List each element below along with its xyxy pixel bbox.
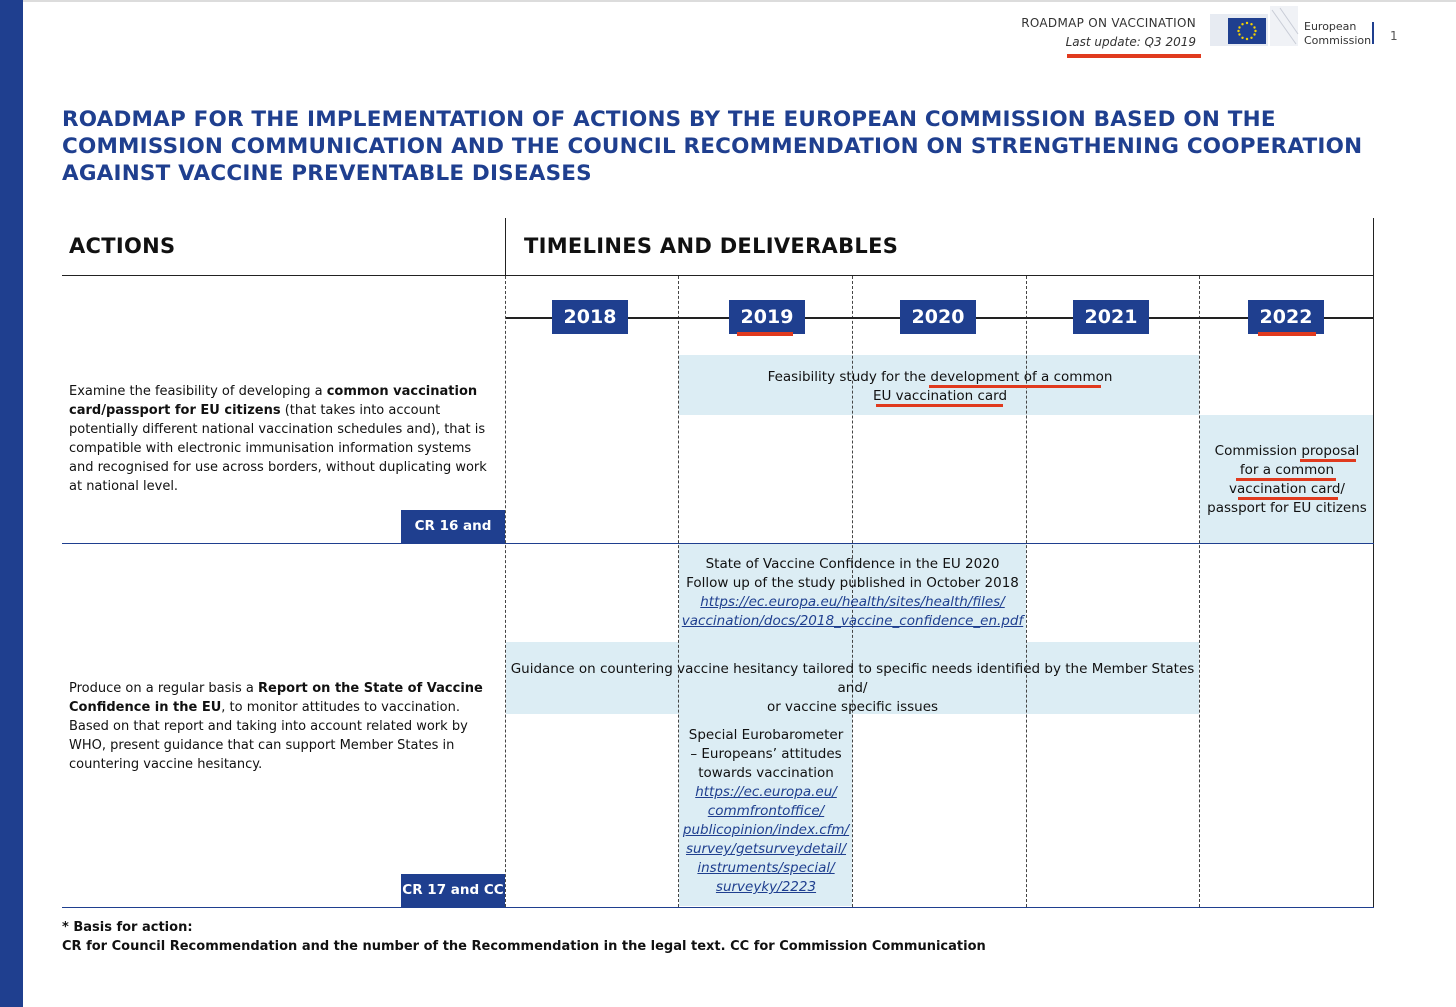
year-2019: 2019	[729, 300, 805, 334]
eurobarometer-link-3[interactable]: publicopinion/index.cfm/	[682, 822, 850, 838]
commission-name-line2: Commission	[1304, 34, 1372, 47]
actions-column-header: ACTIONS	[69, 234, 176, 258]
confidence-line-2: Follow up of the study published in October 2018	[686, 575, 1019, 591]
col-divider-2019	[678, 276, 679, 907]
eu-flag-icon	[1228, 18, 1266, 44]
basis-tag-row-2: CR 17 and CC	[401, 874, 505, 907]
basis-tag-row-1: CR 16 and CC*	[401, 510, 505, 543]
commission-name	[1304, 20, 1371, 48]
proposal-highlight-1	[1300, 459, 1356, 462]
header-rule	[62, 275, 1374, 276]
table-right-border	[1373, 218, 1374, 908]
top-rule	[0, 0, 1456, 2]
proposal-line-3: vaccination card/	[1229, 481, 1345, 497]
last-update-highlight	[1067, 54, 1201, 58]
eurobarometer-line-2: – Europeans’ attitudes	[690, 746, 842, 762]
year-2022: 2022	[1248, 300, 1324, 334]
eurobarometer-line-3: towards vaccination	[698, 765, 834, 781]
year-2020: 2020	[900, 300, 976, 334]
footnote-body: CR for Council Recommendation and the number of the Recommendation in the legal text. CC for Commission Communication	[62, 939, 986, 954]
vaccine-confidence-text	[681, 555, 1024, 631]
col-divider-2018	[505, 276, 506, 907]
eurobarometer-link-1[interactable]: https://ec.europa.eu/	[695, 784, 837, 800]
proposal-line-4: passport for EU citizens	[1207, 500, 1367, 516]
feasibility-highlight-2	[876, 404, 1003, 407]
table-bottom-rule	[62, 907, 1374, 908]
eurobarometer-text	[681, 726, 851, 897]
year-2022-highlight	[1258, 332, 1316, 336]
eurobarometer-line-1: Special Eurobarometer	[688, 727, 844, 743]
header-divider	[505, 218, 506, 276]
action-row-1-post: (that takes into account potentially different national vaccination schedules and), that is compatible with electronic immunisation information systems and recognised for use across borders, without duplicating work at national level.	[69, 403, 487, 494]
commission-name-line1: European	[1304, 20, 1357, 33]
doc-header-title: ROADMAP ON VACCINATION	[1021, 16, 1196, 30]
page-number: 1	[1390, 29, 1398, 43]
year-2018: 2018	[552, 300, 628, 334]
commission-logo	[1210, 4, 1300, 48]
guidance-line-2: or vaccine specific issues	[766, 699, 939, 715]
eurobarometer-link-2[interactable]: commfrontoffice/	[707, 803, 825, 819]
proposal-highlight-3	[1238, 497, 1338, 500]
eurobarometer-link-5[interactable]: instruments/special/	[697, 860, 835, 876]
feasibility-line-1: Feasibility study for the development of a common	[767, 369, 1113, 385]
action-row-1	[69, 382, 489, 496]
page-title: ROADMAP FOR THE IMPLEMENTATION OF ACTIONS BY THE EUROPEAN COMMISSION BASED ON THE COMMISSION COMMUNICATION AND THE COUNCIL RECOMMENDATION ON STRENGTHENING COOPERATION AGAINST VACCINE PREVENTABLE DISEASES	[62, 107, 1363, 186]
timelines-column-header: TIMELINES AND DELIVERABLES	[524, 234, 899, 258]
proposal-line-1: Commission proposal	[1214, 443, 1360, 459]
proposal-line-2: for a common	[1239, 462, 1335, 478]
feasibility-highlight-1	[929, 385, 1101, 388]
confidence-link-line-1[interactable]: https://ec.europa.eu/health/sites/health/files/	[700, 594, 1005, 610]
year-2021: 2021	[1073, 300, 1149, 334]
guidance-line-1: Guidance on countering vaccine hesitancy tailored to specific needs identified by the Member States and/	[510, 661, 1195, 696]
footnote-title: * Basis for action:	[62, 920, 193, 935]
action-row-2	[69, 679, 489, 774]
year-2019-highlight	[737, 332, 793, 336]
feasibility-line-2: EU vaccination card	[872, 388, 1008, 404]
action-row-1-bold: common vaccination card/passport for EU citizens	[69, 384, 478, 418]
logo-separator	[1372, 22, 1374, 44]
action-row-1-pre: Examine the feasibility of developing a	[69, 384, 327, 399]
left-brand-bar	[0, 0, 23, 1007]
confidence-link-line-2[interactable]: vaccination/docs/2018_vaccine_confidence_en.pdf	[681, 613, 1024, 629]
confidence-line-1: State of Vaccine Confidence in the EU 2020	[705, 556, 1000, 572]
action-row-2-pre: Produce on a regular basis a	[69, 681, 259, 696]
eurobarometer-link-4[interactable]: survey/getsurveydetail/	[685, 841, 847, 857]
action-row-2-bold: Report on the State of Vaccine Confidence in the EU	[69, 681, 483, 715]
col-divider-2022	[1199, 276, 1200, 907]
guidance-text	[510, 660, 1195, 717]
proposal-highlight-2	[1236, 478, 1336, 481]
eurobarometer-link-6[interactable]: surveyky/2223	[715, 879, 817, 895]
last-update: Last update: Q3 2019	[1065, 35, 1196, 49]
commission-building-icon	[1210, 4, 1300, 48]
action-row-2-post: , to monitor attitudes to vaccination. Based on that report and taking into account related work by WHO, present guidance that can support Member States in countering vaccine hesitancy.	[69, 700, 468, 772]
